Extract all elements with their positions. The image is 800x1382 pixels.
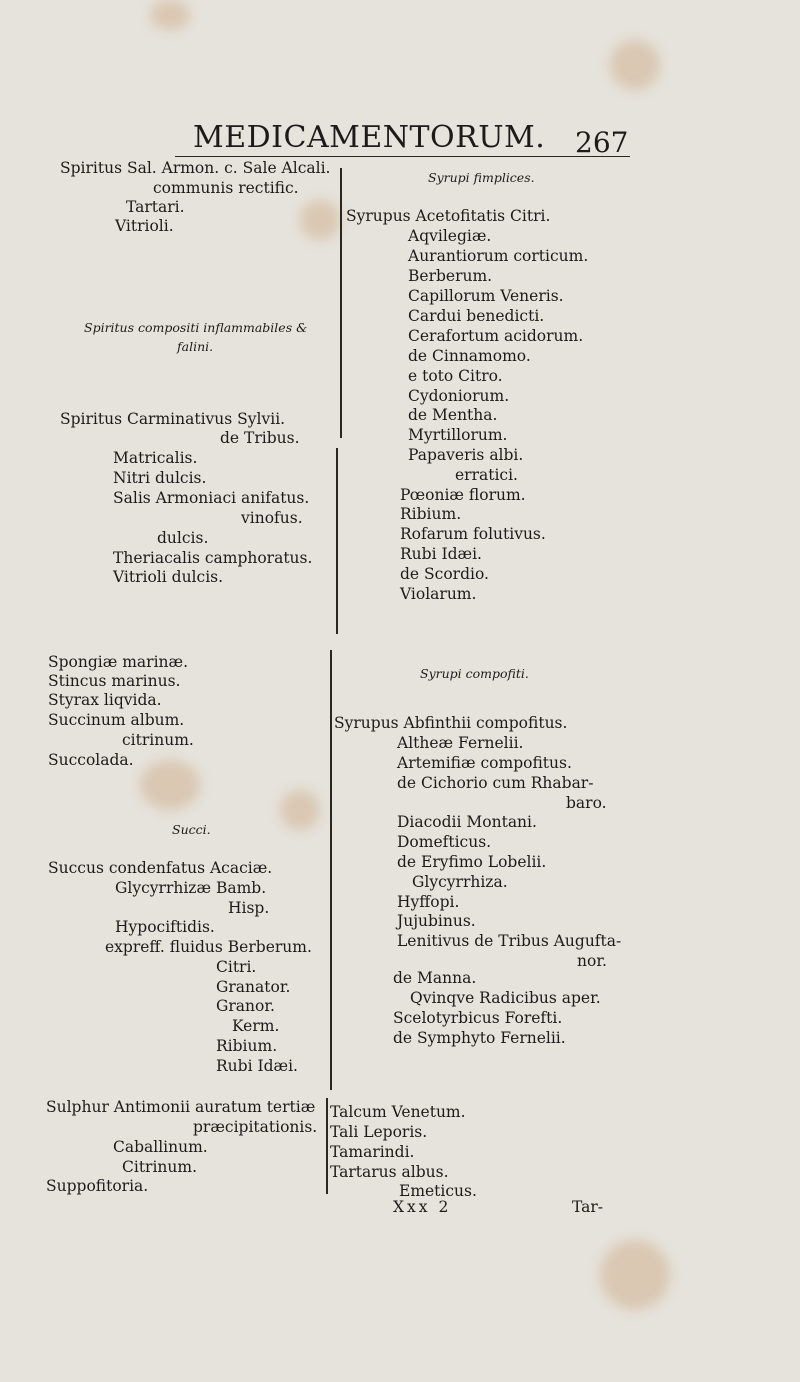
entry-line: Aurantiorum corticum. (408, 247, 589, 265)
entry-line: Altheæ Fernelii. (397, 734, 524, 752)
entry-line: vinofus. (241, 509, 303, 527)
entry-line: Ribium. (400, 505, 462, 523)
entry-line: de Symphyto Fernelii. (393, 1029, 566, 1047)
entry-line: Citrinum. (122, 1158, 198, 1176)
entry-line: Granor. (216, 997, 275, 1015)
page-title: MEDICAMENTORUM. (193, 120, 546, 155)
entry-line: de Cinnamomo. (408, 347, 531, 365)
entry-line: Cydoniorum. (408, 387, 510, 405)
entry-line: Ribium. (216, 1037, 278, 1055)
entry-line: Domefticus. (397, 833, 492, 851)
entry-line: Syrupus Acetofitatis Citri. (346, 207, 551, 225)
entry-line: erratici. (455, 466, 518, 484)
entry-line: Scelotyrbicus Forefti. (393, 1009, 563, 1027)
entry-line: citrinum. (122, 731, 194, 749)
entry-line: Spongiæ marinæ. (48, 653, 189, 671)
entry-line: de Eryfimo Lobelii. (397, 853, 547, 871)
entry-line: baro. (566, 794, 607, 812)
signature-mark: Xxx 2 (393, 1198, 452, 1216)
entry-line: Granator. (216, 978, 291, 996)
entry-line: Rofarum folutivus. (400, 525, 546, 543)
entry-line: Caballinum. (113, 1138, 208, 1156)
entry-line: de Mentha. (408, 406, 498, 424)
entry-line: Styrax liqvida. (48, 691, 162, 709)
entry-line: Hypociftidis. (115, 918, 215, 936)
entry-line: de Tribus. (220, 429, 300, 447)
entry-line: de Manna. (393, 969, 477, 987)
entry-line: communis rectific. (153, 179, 299, 197)
entry-line: Tartarus albus. (330, 1163, 449, 1181)
entry-line: Myrtillorum. (408, 426, 508, 444)
entry-line: Spiritus Carminativus Sylvii. (60, 410, 286, 428)
entry-line: Tartari. (126, 198, 185, 216)
entry-line: Berberum. (408, 267, 493, 285)
entry-line: Suppofitoria. (46, 1177, 149, 1195)
column-divider (336, 448, 338, 634)
entry-line: Rubi Idæi. (400, 545, 482, 563)
entry-line: dulcis. (157, 529, 209, 547)
entry-line: Cerafortum acidorum. (408, 327, 584, 345)
entry-line: e toto Citro. (408, 367, 503, 385)
entry-line: Talcum Venetum. (330, 1103, 466, 1121)
entry-line: Glycyrrhiza. (412, 873, 508, 891)
entry-line: Syrupus Abfinthii compofitus. (334, 714, 568, 732)
entry-line: de Scordio. (400, 565, 489, 583)
entry-line: Jujubinus. (397, 912, 476, 930)
entry-line: Lenitivus de Tribus Augufta- (397, 932, 622, 950)
entry-line: Capillorum Veneris. (408, 287, 564, 305)
entry-line: Nitri dulcis. (113, 469, 207, 487)
entry-line: Vitrioli dulcis. (113, 568, 224, 586)
entry-line: Emeticus. (399, 1182, 477, 1200)
entry-line: Qvinqve Radicibus aper. (410, 989, 601, 1007)
entry-line: Succinum album. (48, 711, 185, 729)
entry-line: Artemifiæ compofitus. (397, 754, 572, 772)
entry-line: Theriacalis camphoratus. (113, 549, 313, 567)
entry-line: Violarum. (400, 585, 477, 603)
catchword: Tar- (572, 1198, 604, 1216)
column-divider (340, 168, 342, 438)
entry-line: Succus condenfatus Acaciæ. (48, 859, 273, 877)
entry-line: Kerm. (232, 1017, 280, 1035)
entry-line: Hyffopi. (397, 893, 460, 911)
entry-line: Rubi Idæi. (216, 1057, 298, 1075)
header-rule (175, 156, 630, 157)
entry-line: expreff. fluidus Berberum. (105, 938, 312, 956)
entry-line: Diacodii Montani. (397, 813, 537, 831)
entry-line: nor. (577, 952, 607, 970)
section-heading: falini. (177, 339, 214, 354)
section-heading: Syrupi fimplices. (428, 170, 535, 185)
page-number: 267 (575, 126, 629, 159)
column-divider (330, 650, 332, 1090)
entry-line: Papaveris albi. (408, 446, 524, 464)
entry-line: Citri. (216, 958, 257, 976)
section-heading: Succi. (172, 822, 211, 837)
entry-line: Cardui benedicti. (408, 307, 545, 325)
entry-line: Tali Leporis. (330, 1123, 428, 1141)
entry-line: Glycyrrhizæ Bamb. (115, 879, 267, 897)
entry-line: Stincus marinus. (48, 672, 181, 690)
entry-line: de Cichorio cum Rhabar- (397, 774, 594, 792)
entry-line: Aqvilegiæ. (408, 227, 492, 245)
entry-line: Vitrioli. (115, 217, 174, 235)
entry-line: Succolada. (48, 751, 134, 769)
entry-line: Matricalis. (113, 449, 198, 467)
entry-line: Salis Armoniaci anifatus. (113, 489, 310, 507)
entry-line: Tamarindi. (330, 1143, 415, 1161)
entry-line: Sulphur Antimonii auratum tertiæ (46, 1098, 316, 1116)
entry-line: Hisp. (228, 899, 270, 917)
section-heading: Syrupi compofiti. (420, 666, 529, 681)
entry-line: Pœoniæ florum. (400, 486, 526, 504)
column-divider (326, 1098, 328, 1194)
section-heading: Spiritus compositi inflammabiles & (84, 320, 308, 335)
entry-line: Spiritus Sal. Armon. c. Sale Alcali. (60, 159, 331, 177)
entry-line: præcipitationis. (193, 1118, 318, 1136)
